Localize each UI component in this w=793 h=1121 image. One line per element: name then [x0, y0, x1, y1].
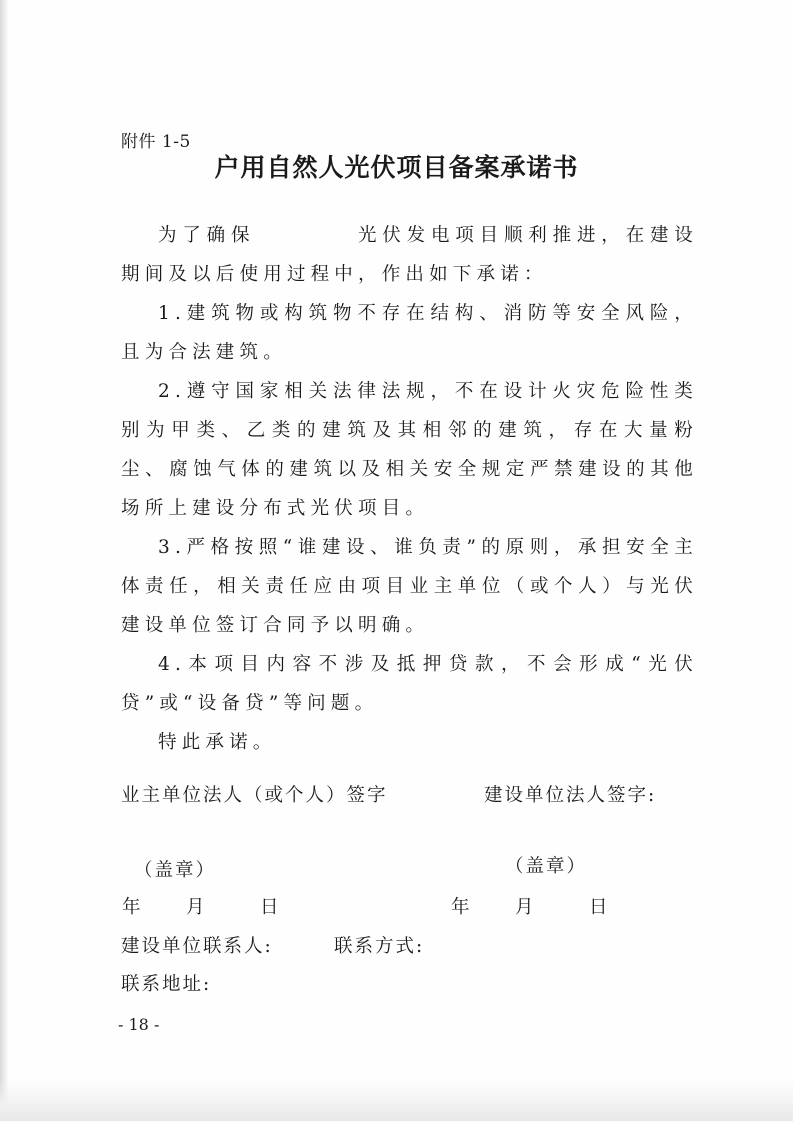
builder-signature-label: 建设单位法人签字:	[484, 785, 657, 806]
attachment-label: 附件 1-5	[121, 132, 191, 152]
owner-signature-label: 业主单位法人（或个人）签字	[121, 785, 388, 806]
builder-date-year: 年	[451, 897, 472, 918]
intro-text-before-blank: 为了确保	[158, 225, 256, 246]
builder-date-day: 日	[589, 897, 610, 918]
contact-address-label: 联系地址:	[121, 974, 212, 995]
owner-date-month: 月	[186, 897, 207, 918]
owner-seal-label: （盖章）	[134, 860, 217, 881]
commitment-body	[121, 216, 698, 762]
page-number: - 18 -	[118, 1015, 160, 1034]
commitment-item-4: 4.本项目内容不涉及抵押贷款，不会形成“光伏贷”或“设备贷”等问题。	[121, 654, 698, 714]
commitment-item-1: 1.建筑物或构筑物不存在结构、消防等安全风险，且为合法建筑。	[121, 303, 698, 363]
scan-edge-shadow-bottom	[0, 1081, 793, 1121]
builder-seal-label: （盖章）	[505, 856, 588, 877]
intro-paragraph	[121, 216, 698, 294]
builder-date-month: 月	[515, 897, 536, 918]
contact-person-label: 建设单位联系人:	[121, 936, 273, 957]
intro-text-after-blank: 光伏发电项目顺利推进，在建设期间及以后使用过程中，作出如下承诺：	[121, 225, 698, 285]
closing-statement: 特此承诺。	[158, 732, 277, 753]
commitment-item-2: 2.遵守国家相关法律法规，不在设计火灾危险性类别为甲类、乙类的建筑及其相邻的建筑，存在大量粉尘、腐蚀气体的建筑以及相关安全规定严禁建设的其他场所上建设分布式光伏项目。	[121, 381, 698, 519]
document-title: 户用自然人光伏项目备案承诺书	[214, 153, 579, 182]
commitment-item-3: 3.严格按照“谁建设、谁负责”的原则，承担安全主体责任，相关责任应由项目业主单位（或个人）与光伏建设单位签订合同予以明确。	[121, 537, 698, 636]
owner-date-day: 日	[260, 897, 281, 918]
owner-date-year: 年	[122, 897, 143, 918]
contact-method-label: 联系方式:	[334, 936, 425, 957]
